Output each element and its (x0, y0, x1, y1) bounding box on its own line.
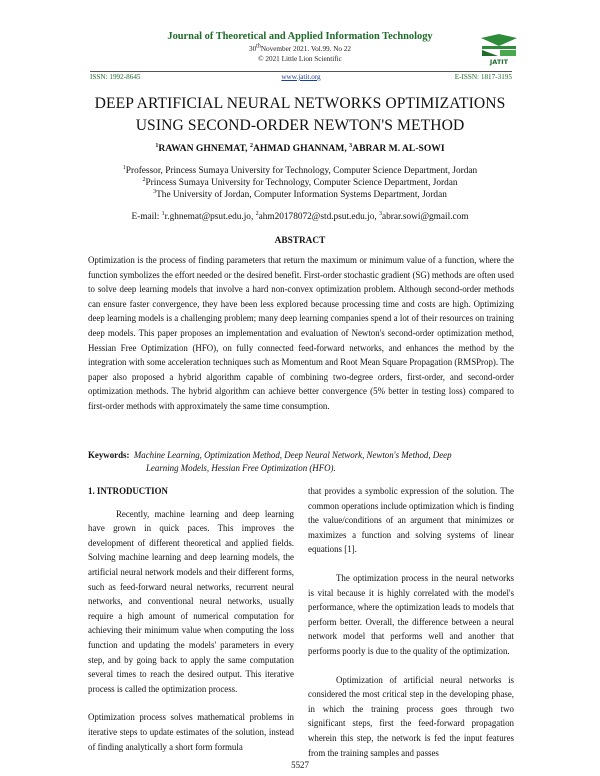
affiliation-text: Princess Sumaya University for Technology, Computer Science Department, Jordan (145, 178, 458, 188)
right-column (308, 484, 514, 760)
eissn: E-ISSN: 1817-3195 (454, 73, 512, 81)
left-column (88, 484, 294, 754)
issue-day: 30 (248, 45, 257, 53)
affiliation-sup: 3 (153, 188, 157, 195)
affiliation-text: Professor, Princess Sumaya University for Technology, Computer Science Department, Jordan (125, 166, 478, 176)
logo-text: JATIT (489, 58, 509, 66)
title-line: USING SECOND-ORDER NEWTON'S METHOD (135, 117, 465, 134)
email-address[interactable]: r.ghnemat@psut.edu.jo, (164, 212, 256, 222)
affiliation-sup: 1 (122, 164, 126, 171)
body-paragraph: that provides a symbolic expression of the solution. The common operations include optimization which is finding the value/conditions of an argument that minimizes or maximizes a function and solving systems of linear equations [1]. (308, 486, 514, 555)
issn: ISSN: 1992-8645 (90, 73, 141, 81)
author: AHMAD GHANNAM, (252, 143, 350, 154)
journal-logo-icon (478, 34, 520, 66)
affiliation-text: The University of Jordan, Computer Information Systems Department, Jordan (156, 190, 447, 200)
email-address[interactable]: ahm20178072@std.psut.edu.jo, (258, 212, 379, 222)
issue-rest: November 2021. Vol.99. No 22 (260, 45, 352, 53)
keywords-line: Learning Models, Hessian Free Optimization (HFO). (146, 463, 336, 473)
author-sup: 3 (349, 142, 353, 149)
email-address[interactable]: abrar.sowi@gmail.com (382, 212, 469, 222)
title-line: DEEP ARTIFICIAL NEURAL NETWORKS OPTIMIZATIONS (94, 95, 506, 112)
email-sup: 2 (255, 210, 259, 217)
abstract-heading: ABSTRACT (274, 236, 326, 246)
page-number: 5527 (291, 760, 309, 770)
body-paragraph: Optimization process solves mathematical problems in iterative steps to update estimates of the solution, instead of finding analytically a short form formula (88, 712, 294, 752)
email-line (0, 212, 600, 222)
body-paragraph: Optimization of artificial neural networks is considered the most critical step in the developing phase, in which the training process goes through two significant steps, first the feed-forward propagation wherein this step, the network is fed the input features from the training samples and passes (308, 674, 514, 758)
abstract-body: Optimization is the process of finding parameters that return the maximum or minimum value of a function, where the function symbolizes the effort needed or the desired benefit. First-order stochastic gradient (SG) methods are often used to solve deep learning models that involve a hard non-convex optimization problem. Although second-order methods can ensure faster convergence, they have been less explored because processing time and costs are high. Optimizing deep learning models is a challenging problem; many deep learning companies spend a lot of their resources on training deep models. This paper proposes an implementation and evaluation of Newton's second-order optimization method, Hessian Free Optimization (HFO), on fully connected feed-forward networks, and enhances the method by the integration with some acceleration techniques such as Momentum and Root Mean Square Propagation (RMSProp). The paper also proposed a hybrid algorithm capable of combining two-degree orders, first-order, and second-order optimization methods. The hybrid algorithm can achieve better convergence (5% better in testing loss) compared to first-order methods with approximately the same time consumption. (88, 255, 514, 411)
keywords-line: Machine Learning, Optimization Method, Deep Neural Network, Newton's Method, Deep (133, 450, 452, 460)
paper-title (40, 93, 560, 137)
email-prefix: E-mail: (131, 212, 162, 222)
section-heading: 1. INTRODUCTION (88, 486, 168, 496)
keywords-label: Keywords: (88, 450, 130, 460)
author: ABRAR M. AL-SOWI (352, 143, 445, 154)
keywords (88, 449, 514, 475)
author: RAWAN GHNEMAT, (158, 143, 250, 154)
affiliation (0, 166, 600, 176)
authors (0, 143, 600, 154)
body-paragraph: The optimization process in the neural networks is vital because it is highly correlated with the model's performance, where the optimization leads to models that perform better. Overall, the difference between a neural network model that performs well and another that performs poorly is due to the quality of the optimization. (308, 572, 514, 656)
issue-day-suffix: th (256, 43, 261, 50)
email-sup: 1 (161, 210, 165, 217)
header-meta-row (90, 73, 512, 83)
body-paragraph: Recently, machine learning and deep learning have grown in quick paces. This improves the development of different theoretical and applied fields. Solving machine learning and deep learning models, the artificial neural network models and their different forms, such as feed-forward neural networks, recurrent neural networks, and conventional neural networks, usually require a high amount of numerical computation for achieving their minimum value when computing the loss function and updating the models' parameters in every step, and by going back to apply the same computation several times to reach the desired output. This iterative process is called the optimization process. (88, 508, 294, 694)
author-sup: 1 (155, 142, 159, 149)
affiliation (0, 190, 600, 200)
copyright-line: © 2021 Little Lion Scientific (258, 55, 342, 63)
affiliation (0, 178, 600, 188)
journal-website-link[interactable]: www.jatit.org (281, 73, 321, 81)
email-sup: 3 (379, 210, 382, 217)
journal-title: Journal of Theoretical and Applied Information Technology (167, 31, 433, 42)
author-sup: 2 (249, 142, 253, 149)
header-rule (90, 71, 512, 72)
affiliation-sup: 2 (142, 176, 146, 183)
